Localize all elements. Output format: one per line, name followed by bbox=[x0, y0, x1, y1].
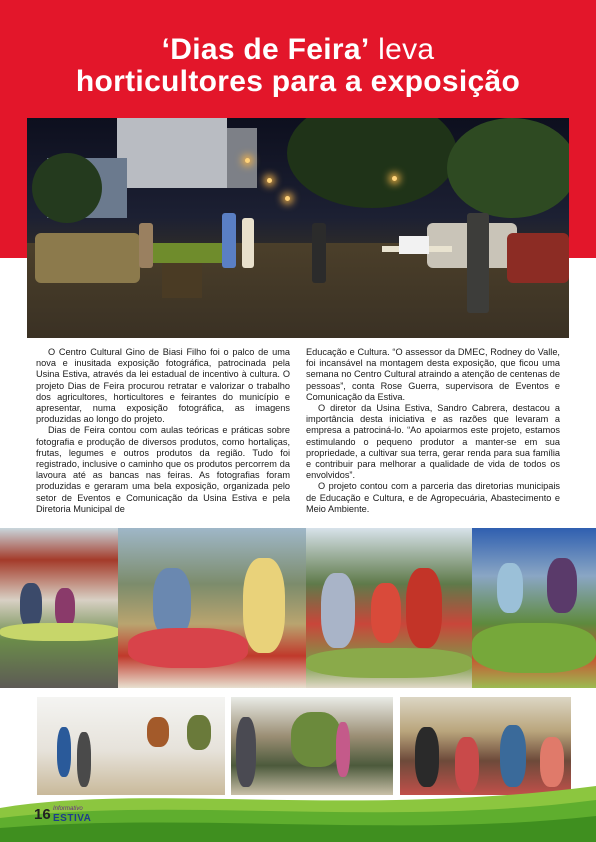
hero-photo-night-market bbox=[27, 118, 569, 338]
photo-market-stall-1 bbox=[0, 528, 120, 688]
title-line-2: horticultores para a exposição bbox=[75, 65, 521, 98]
paragraph-3: Educação e Cultura. “O assessor da DMEC, Rodney do Valle, foi incansável na montagem desta exposição, que ficou uma semana no Centro Cultural atraindo a atenção de centenas de pessoas”, conta Rose Guerra, supervisora de Eventos e Comunicação da Estiva. bbox=[306, 347, 560, 402]
paragraph-5: O projeto contou com a parceria das diretorias municipais de Educação e Cultura, e de Agropecuária, Abastecimento e Meio Ambiente. bbox=[306, 481, 560, 514]
paragraph-1: O Centro Cultural Gino de Biasi Filho foi o palco de uma nova e inusitada exposição fotográfica, patrocinada pela Usina Estiva, através da lei estadual de incentivo à cultura. O projeto Dias de Feira procurou retratar e valorizar o trabalho dos agricultores, horticultores e feirantes do município e apresentar, numa exposição fotográfica, as imagens produzidas ao longo do projeto. bbox=[36, 347, 290, 425]
publication-logo bbox=[53, 806, 91, 824]
title-highlight: ‘Dias de Feira’ bbox=[161, 33, 370, 66]
article-title bbox=[0, 34, 596, 98]
photo-vendors-group bbox=[306, 528, 472, 688]
brand-informativo: Informativo bbox=[53, 806, 83, 812]
brand-estiva: ESTIVA bbox=[53, 813, 92, 824]
title-rest: leva bbox=[369, 33, 435, 66]
page-number: 16 bbox=[34, 806, 51, 823]
paragraph-2: Dias de Feira contou com aulas teóricas e práticas sobre fotografia e produção de diversos produtos, como hortaliças, frutas, legumes e outros produtos da região. Tudo foi registrado, inclusive o caminho que os produtos percorrem da lavoura até as bancas nas feiras. As fotografias foram produzidas e geraram uma bela exposição, organizada pelo setor de Eventos e Comunicação da Usina Estiva e pela Diretoria Municipal de bbox=[36, 425, 290, 514]
photo-vegetable-stand bbox=[472, 528, 596, 688]
article-column-1 bbox=[36, 347, 290, 515]
paragraph-4: O diretor da Usina Estiva, Sandro Cabrera, destacou a importância desta iniciativa e as razões que levaram a empresa a patrociná-lo. “Ao apoiarmos este projeto, estamos estimulando o pequeno produtor a manter-se em sua propriedade, a cultivar sua terra, gerar renda para sua família e contribuir para melhorar a qualidade de vida de todos os envolvidos”. bbox=[306, 403, 560, 481]
article-column-2 bbox=[306, 347, 560, 515]
photo-farmers-at-stall bbox=[118, 528, 306, 688]
